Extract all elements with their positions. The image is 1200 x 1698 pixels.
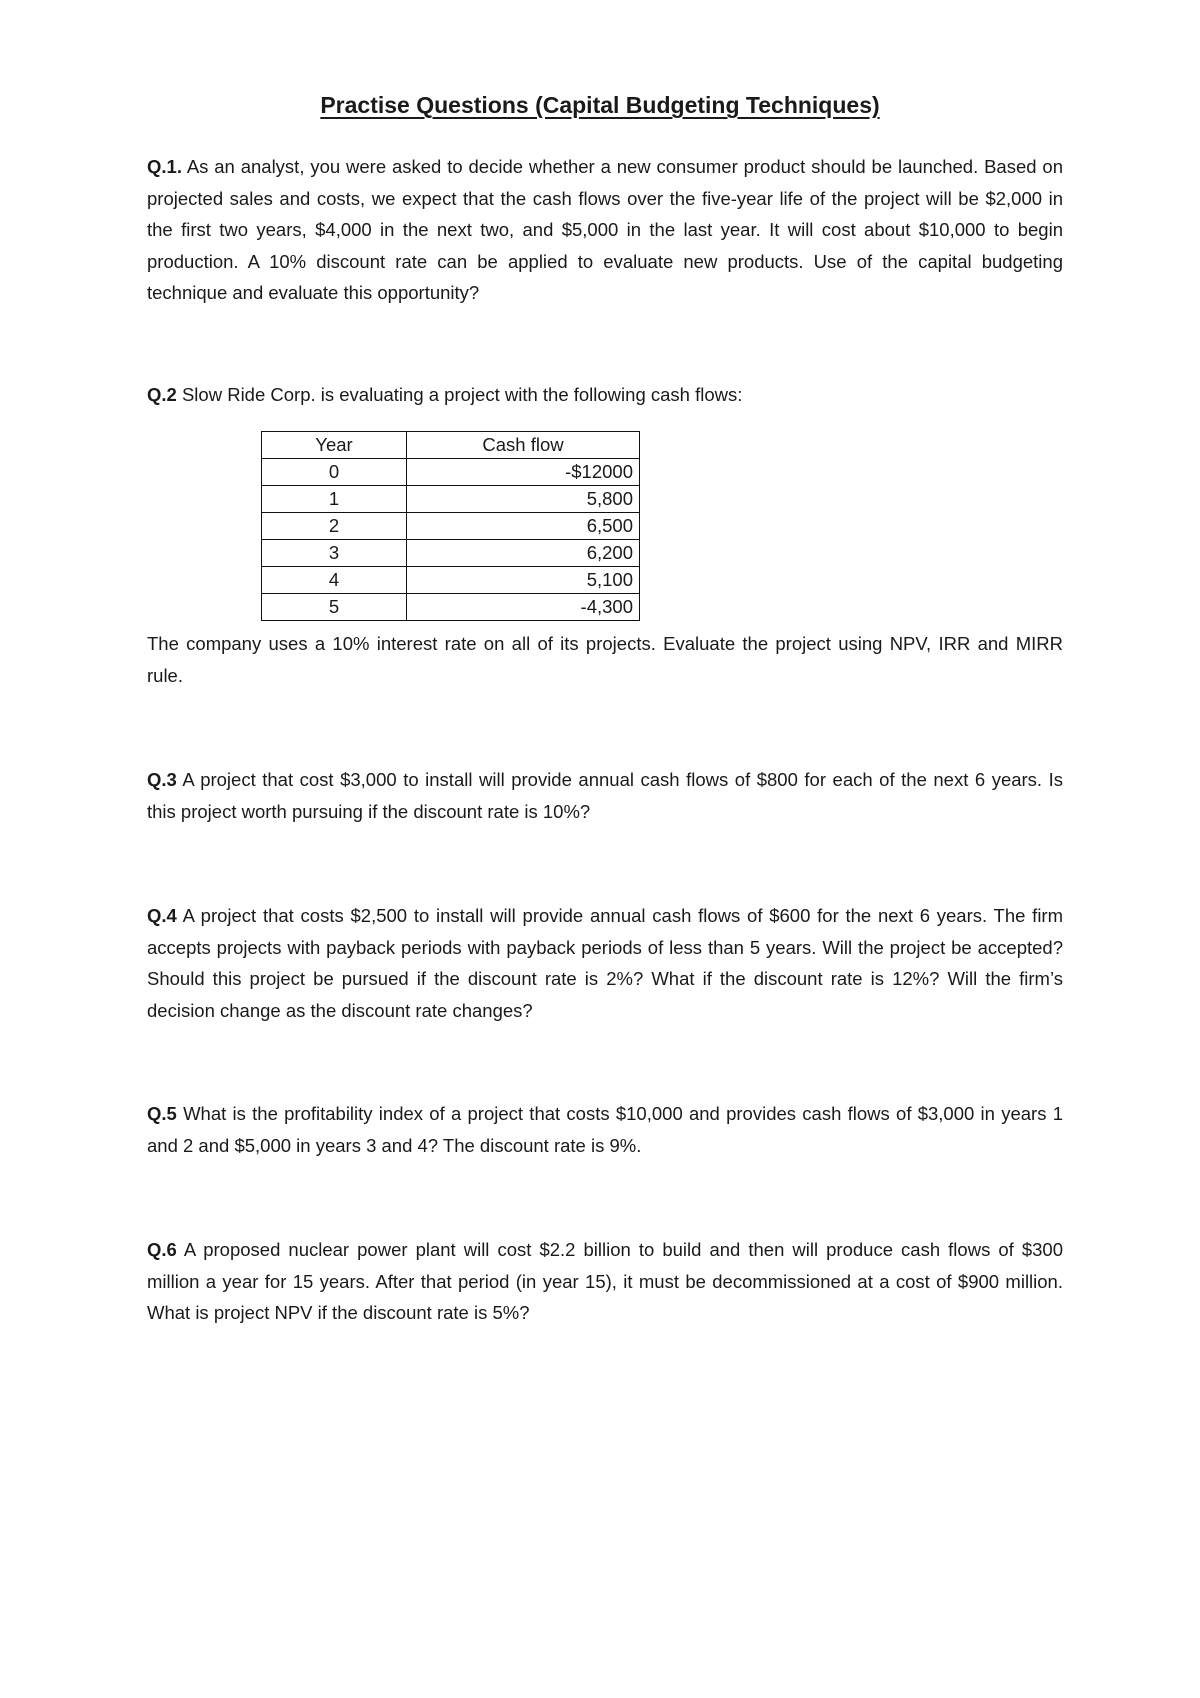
question-number: Q.5: [147, 1103, 177, 1124]
cash-flow-cell: -$12000: [407, 459, 640, 486]
year-cell: 4: [262, 567, 407, 594]
table-row: [262, 594, 640, 621]
year-cell: 2: [262, 513, 407, 540]
question-text: A project that costs $2,500 to install will provide annual cash flows of $600 for the next 6 years. The firm accepts projects with payback periods with payback periods of less than 5 years. Will the project be accepted? Should this project be pursued if the discount rate is 2%? What if the discount rate is 12%? Will the firm’s decision change as the discount rate changes?: [147, 905, 1064, 1021]
cash-flow-cell: 5,100: [407, 567, 640, 594]
year-cell: 3: [262, 540, 407, 567]
question-text: The company uses a 10% interest rate on all of its projects. Evaluate the project using NPV, IRR and MIRR rule.: [147, 633, 1063, 686]
question-text: A project that cost $3,000 to install will provide annual cash flows of $800 for each of the next 6 years. Is this project worth pursuing if the discount rate is 10%?: [147, 769, 1063, 822]
table-row: [262, 567, 640, 594]
question-text: Slow Ride Corp. is evaluating a project with the following cash flows:: [181, 384, 743, 405]
cash-flow-cell: 6,200: [407, 540, 640, 567]
cash-flow-cell: -4,300: [407, 594, 640, 621]
table-row: [262, 540, 640, 567]
question-5: [147, 1098, 1063, 1161]
page-title: Practise Questions (Capital Budgeting Techniques): [320, 92, 880, 118]
question-number: Q.1.: [147, 156, 182, 177]
question-text: As an analyst, you were asked to decide whether a new consumer product should be launched. Based on projected sales and costs, we expect that the cash flows over the five-year life of the project will be $2,000 in the first two years, $4,000 in the next two, and $5,000 in the last year. It will cost about $10,000 to begin production. A 10% discount rate can be applied to evaluate new products. Use of the capital budgeting technique and evaluate this opportunity?: [147, 156, 1063, 303]
question-6: [147, 1234, 1063, 1329]
question-number: Q.2: [147, 384, 177, 405]
question-number: Q.4: [147, 905, 177, 926]
question-1: [147, 151, 1063, 309]
year-cell: 1: [262, 486, 407, 513]
question-text: What is the profitability index of a project that costs $10,000 and provides cash flows of $3,000 in years 1 and 2 and $5,000 in years 3 and 4? The discount rate is 9%.: [147, 1103, 1063, 1156]
question-number: Q.3: [147, 769, 177, 790]
question-2-continuation: [147, 628, 1063, 691]
question-4: [147, 900, 1063, 1026]
column-header-cash-flow: Cash flow: [407, 432, 640, 459]
question-2: [147, 379, 1063, 411]
column-header-year: Year: [262, 432, 407, 459]
table-row: [262, 459, 640, 486]
cash-flow-table: [261, 431, 640, 621]
table-row: [262, 513, 640, 540]
cash-flow-cell: 5,800: [407, 486, 640, 513]
cash-flow-cell: 6,500: [407, 513, 640, 540]
question-number: Q.6: [147, 1239, 177, 1260]
question-text: A proposed nuclear power plant will cost $2.2 billion to build and then will produce cash flows of $300 million a year for 15 years. After that period (in year 15), it must be decommissioned at a cost of $900 million. What is project NPV if the discount rate is 5%?: [147, 1239, 1063, 1323]
table-row: [262, 486, 640, 513]
year-cell: 0: [262, 459, 407, 486]
table-header-row: [262, 432, 640, 459]
question-3: [147, 764, 1063, 827]
year-cell: 5: [262, 594, 407, 621]
